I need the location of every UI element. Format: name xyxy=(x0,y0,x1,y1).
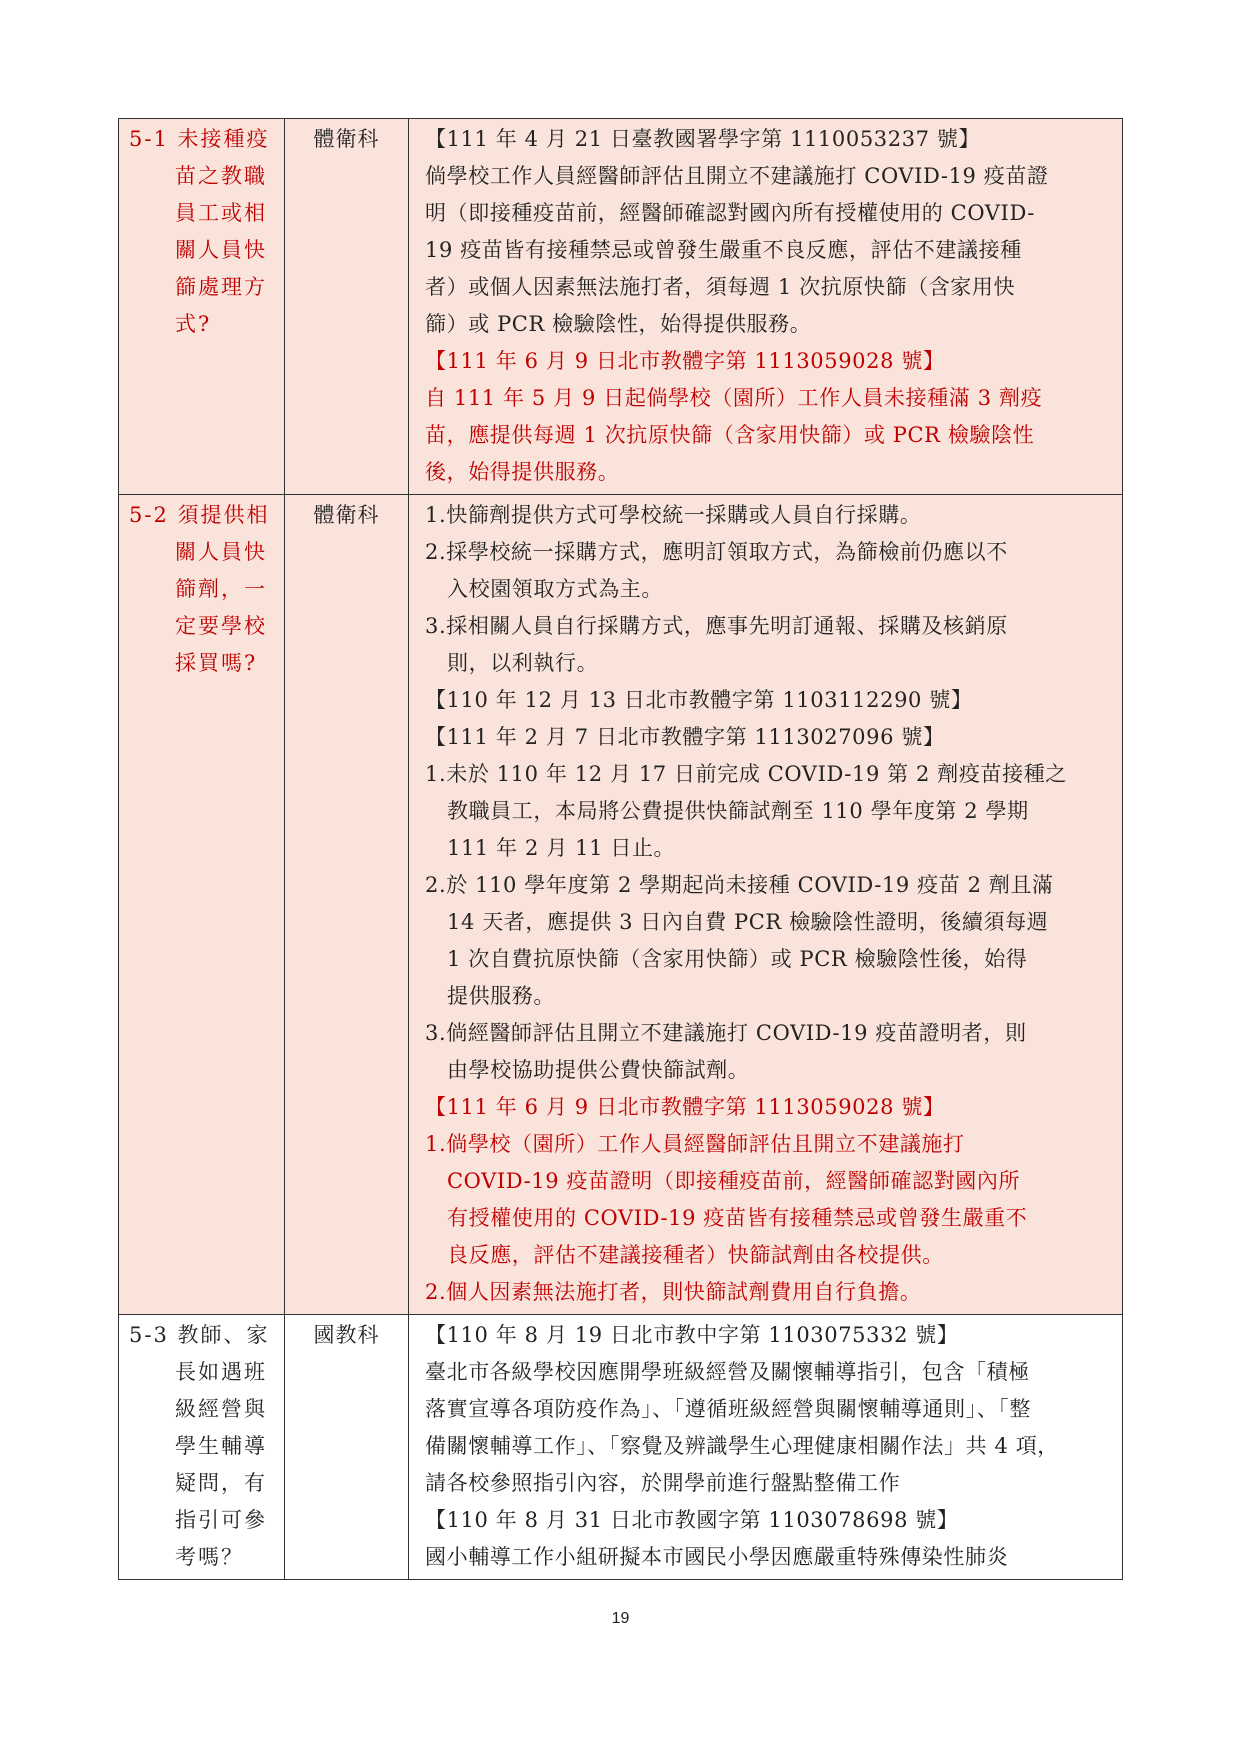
answer-line: 1.倘學校（園所）工作人員經醫師評估且開立不建議施打 xyxy=(425,1132,965,1156)
answer-line: 入校園領取方式為主。 xyxy=(447,577,663,601)
answer-line: 有授權使用的 COVID-19 疫苗皆有接種禁忌或曾發生嚴重不 xyxy=(447,1206,1028,1230)
question-cell xyxy=(119,119,285,495)
faq-row-5-1 xyxy=(119,119,1123,495)
answer-line: 【110 年 8 月 31 日北市教國字第 1103078698 號】 xyxy=(425,1508,959,1532)
answer-line: 【111 年 6 月 9 日北市教體字第 1113059028 號】 xyxy=(425,349,945,373)
answer-line: 【110 年 12 月 13 日北市教體字第 1103112290 號】 xyxy=(425,688,973,712)
answer-line: 者）或個人因素無法施打者，須每週 1 次抗原快篩（含家用快 xyxy=(425,275,1016,299)
department-cell xyxy=(285,1315,409,1580)
department-cell xyxy=(285,119,409,495)
answer-line: 臺北市各級學校因應開學班級經營及關懷輔導指引，包含「積極 xyxy=(425,1360,1030,1384)
answer-line: 由學校協助提供公費快篩試劑。 xyxy=(447,1058,750,1082)
answer-line: 落實宣導各項防疫作為」、「遵循班級經營與關懷輔導通則」、「整 xyxy=(425,1397,1031,1421)
answer-cell xyxy=(409,495,1123,1315)
faq-table xyxy=(118,118,1123,1580)
answer-line: 自 111 年 5 月 9 日起倘學校（園所）工作人員未接種滿 3 劑疫 xyxy=(425,386,1043,410)
answer-line: COVID-19 疫苗證明（即接種疫苗前，經醫師確認對國內所 xyxy=(447,1169,1021,1193)
answer-line: 明（即接種疫苗前，經醫師確認對國內所有授權使用的 COVID- xyxy=(425,201,1035,225)
answer-line: 則，以利執行。 xyxy=(447,651,599,675)
answer-cell xyxy=(409,1315,1123,1580)
answer-line: 2.於 110 學年度第 2 學期起尚未接種 COVID-19 疫苗 2 劑且滿 xyxy=(425,873,1054,897)
page-number: 19 xyxy=(611,1610,630,1627)
answer-line: 111 年 2 月 11 日止。 xyxy=(447,836,676,860)
answer-line: 後，始得提供服務。 xyxy=(425,460,620,484)
department-cell xyxy=(285,495,409,1315)
answer-line: 備關懷輔導工作」、「察覺及辨識學生心理健康相關作法」共 4 項， xyxy=(425,1434,1059,1458)
answer-line: 19 疫苗皆有接種禁忌或曾發生嚴重不良反應，評估不建議接種 xyxy=(425,238,1022,262)
answer-line: 2.採學校統一採購方式，應明訂領取方式，為篩檢前仍應以不 xyxy=(425,540,1008,564)
answer-line: 3.採相關人員自行採購方式，應事先明訂通報、採購及核銷原 xyxy=(425,614,1008,638)
answer-line: 【111 年 2 月 7 日北市教體字第 1113027096 號】 xyxy=(425,725,945,749)
answer-line: 提供服務。 xyxy=(447,984,555,1008)
answer-line: 苗，應提供每週 1 次抗原快篩（含家用快篩）或 PCR 檢驗陰性 xyxy=(425,423,1035,447)
answer-line: 良反應，評估不建議接種者）快篩試劑由各校提供。 xyxy=(447,1243,944,1267)
answer-line: 國小輔導工作小組研擬本市國民小學因應嚴重特殊傳染性肺炎 xyxy=(425,1545,1009,1569)
answer-cell xyxy=(409,119,1123,495)
question-cell xyxy=(119,495,285,1315)
department-label: 體衛科 xyxy=(313,503,380,527)
answer-line: 篩）或 PCR 檢驗陰性，始得提供服務。 xyxy=(425,312,812,336)
faq-row-5-3 xyxy=(119,1315,1123,1580)
question-text: 5-3 教師、家 長如遇班 級經營與 學生輔導 疑問，有 指引可參 考嗎？ xyxy=(129,1323,270,1569)
faq-row-5-2 xyxy=(119,495,1123,1315)
question-text: 5-1 未接種疫 苗之教職 員工或相 關人員快 篩處理方 式? xyxy=(129,127,270,336)
answer-line: 1 次自費抗原快篩（含家用快篩）或 PCR 檢驗陰性後，始得 xyxy=(447,947,1028,971)
answer-line: 【110 年 8 月 19 日北市教中字第 1103075332 號】 xyxy=(425,1323,959,1347)
answer-line: 【111 年 4 月 21 日臺教國署學字第 1110053237 號】 xyxy=(425,127,981,151)
answer-line: 請各校參照指引內容，於開學前進行盤點整備工作 xyxy=(425,1471,901,1495)
answer-line: 1.未於 110 年 12 月 17 日前完成 COVID-19 第 2 劑疫苗接種之 xyxy=(425,762,1067,786)
answer-line: 1.快篩劑提供方式可學校統一採購或人員自行採購。 xyxy=(425,503,922,527)
answer-line: 【111 年 6 月 9 日北市教體字第 1113059028 號】 xyxy=(425,1095,945,1119)
answer-line: 3.倘經醫師評估且開立不建議施打 COVID-19 疫苗證明者，則 xyxy=(425,1021,1027,1045)
department-label: 體衛科 xyxy=(313,127,380,151)
answer-line: 倘學校工作人員經醫師評估且開立不建議施打 COVID-19 疫苗證 xyxy=(425,164,1049,188)
answer-line: 教職員工，本局將公費提供快篩試劑至 110 學年度第 2 學期 xyxy=(447,799,1029,823)
question-cell xyxy=(119,1315,285,1580)
answer-line: 2.個人因素無法施打者，則快篩試劑費用自行負擔。 xyxy=(425,1280,922,1304)
answer-line: 14 天者，應提供 3 日內自費 PCR 檢驗陰性證明，後續須每週 xyxy=(447,910,1049,934)
department-label: 國教科 xyxy=(313,1323,380,1347)
question-text: 5-2 須提供相 關人員快 篩劑，一 定要學校 採買嗎? xyxy=(129,503,270,675)
